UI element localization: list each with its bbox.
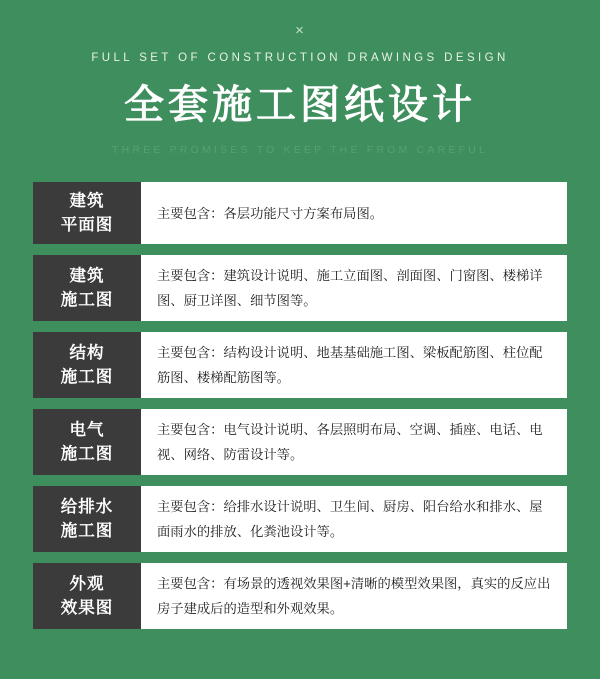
row-body-architectural-plan <box>141 182 567 244</box>
row-body-text: 主要包含：各层功能尺寸方案布局图。 <box>157 205 384 221</box>
page-title: 全套施工图纸设计 <box>124 83 476 127</box>
row-label-structural-construction <box>33 332 141 398</box>
row-body-electrical-construction <box>141 409 567 475</box>
row-body-text: 主要包含：建筑设计说明、施工立面图、剖面图、门窗图、楼梯详图、厨卫详图、细节图等。 <box>157 268 543 308</box>
english-subtitle-text: THREE PROMISES TO KEEP THE FROM CAREFUL <box>111 144 489 156</box>
row-label-line1: 建筑 <box>69 192 105 210</box>
poster-header <box>0 0 600 156</box>
content-rows <box>33 182 567 629</box>
row-label-line2: 施工图 <box>60 522 114 540</box>
row-label-line1: 给排水 <box>60 498 114 516</box>
row-body-exterior-rendering <box>141 563 567 629</box>
table-row <box>33 332 567 398</box>
row-label-line1: 结构 <box>69 344 105 362</box>
row-label-exterior-rendering <box>33 563 141 629</box>
row-label-line2: 施工图 <box>60 445 114 463</box>
row-body-architectural-construction <box>141 255 567 321</box>
table-row <box>33 563 567 629</box>
table-row <box>33 255 567 321</box>
english-eyebrow-text: FULL SET OF CONSTRUCTION DRAWINGS DESIGN <box>91 52 509 64</box>
decorative-cross-icon: × <box>295 22 305 39</box>
row-label-line1: 电气 <box>69 421 105 439</box>
row-body-text: 主要包含：有场景的透视效果图+清晰的模型效果图，真实的反应出房子建成后的造型和外观效果。 <box>157 576 551 616</box>
table-row <box>33 182 567 244</box>
row-body-text: 主要包含：电气设计说明、各层照明布局、空调、插座、电话、电视、网络、防雷设计等。 <box>157 422 543 462</box>
row-label-line2: 施工图 <box>60 291 114 309</box>
row-label-line1: 外观 <box>69 575 105 593</box>
row-label-line1: 建筑 <box>69 267 105 285</box>
row-label-line2: 施工图 <box>60 368 114 386</box>
row-label-electrical-construction <box>33 409 141 475</box>
row-label-architectural-construction <box>33 255 141 321</box>
row-body-text: 主要包含：给排水设计说明、卫生间、厨房、阳台给水和排水、屋面雨水的排放、化粪池设计等。 <box>157 499 543 539</box>
row-body-structural-construction <box>141 332 567 398</box>
row-label-architectural-plan <box>33 182 141 244</box>
row-label-plumbing-construction <box>33 486 141 552</box>
table-row <box>33 409 567 475</box>
row-body-plumbing-construction <box>141 486 567 552</box>
row-body-text: 主要包含：结构设计说明、地基基础施工图、梁板配筋图、柱位配筋图、楼梯配筋图等。 <box>157 345 543 385</box>
row-label-line2: 效果图 <box>60 599 114 617</box>
table-row <box>33 486 567 552</box>
row-label-line2: 平面图 <box>60 216 114 234</box>
